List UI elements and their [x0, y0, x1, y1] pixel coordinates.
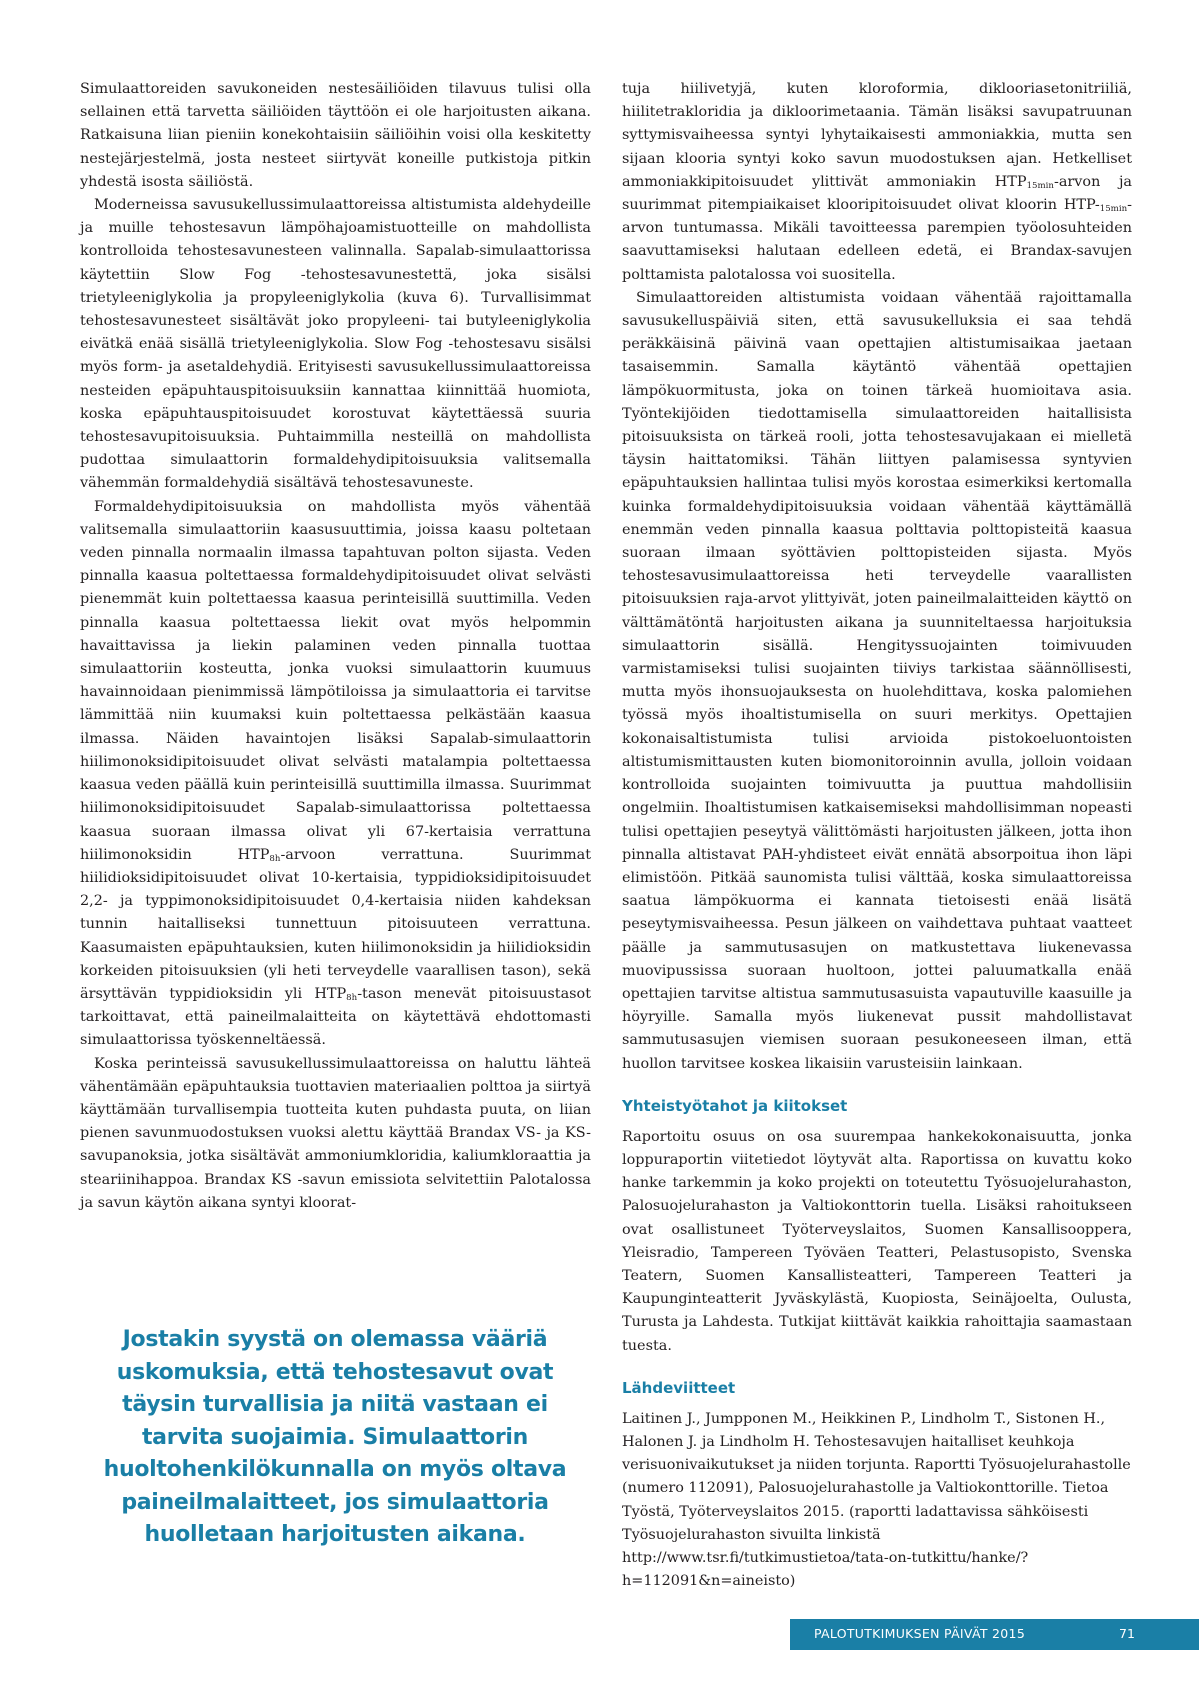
paragraph	[622, 78, 1132, 287]
section-heading-references: Lähdeviitteet	[622, 1378, 736, 1397]
right-column	[622, 78, 1132, 1593]
left-column	[80, 78, 591, 1215]
subscript: 8h	[346, 992, 358, 1003]
reference-entry: Laitinen J., Jumpponen M., Heikkinen P., Lindholm T., Sistonen H., Halonen J. ja Lindholm H. Tehostesavujen haitalliset keuhkoja verisuonivaikutukset ja niiden torjunta. Raportti Työsuojelurahastolle (numero 112091), Palosuojelurahastolle ja Valtiokonttorille. Tietoa Työstä, Työterveyslaitos 2015. (raportti ladattavissa sähköisesti Työsuojelurahaston sivuilta linkistä http://www.tsr.fi/tutkimustietoa/tata-on-tutkittu/hanke/?h=112091&n=aineisto)	[622, 1410, 1131, 1590]
paragraph-text: -arvon tuntumassa. Mikäli tavoitteessa parempien työolosuhteiden saavuttamiseksi halutaan edelleen edetä, ei Brandax-savujen polttamista palotalossa voi suositella.	[622, 197, 1132, 283]
paragraph: Simulaattoreiden altistumista voidaan vähentää rajoittamalla savusukelluspäiviä siten, että savusukelluksia ei saa tehdä peräkkäisinä päivinä vaan opettajien altistumisaikaa jaetaan tasaisemmin. Samalla käytäntö vähentää opettajien lämpökuormitusta, joka on toinen tärkeä huomioitava asia. Työntekijöiden tiedottamisella simulaattoreiden haitallisista pitoisuuksista on tärkeä rooli, jotta tehostesavujakaan ei mielletä täysin haittatomiksi. Tähän liittyen palamisessa syntyvien epäpuhtauksien hallintaa tulisi myös korostaa esimerkiksi kertomalla kuinka formaldehydipitoisuuksia voidaan vähentää käyttämällä enemmän veden pinnalla kaasua polttavia polttopisteitä kaasua suoraan ilmaan syöttävien polttopisteiden sijasta. Myös tehostesavusimulaattoreissa heti terveydelle vaarallisten pitoisuuksien raja-arvot ylittyivät, joten paineilmalaitteiden käyttö on välttämätöntä harjoitusten aikana ja suunniteltaessa harjoituksia simulaattorin sisällä. Hengityssuojainten toimivuuden varmistamiseksi tulisi suojainten tiiviys tarkistaa säännöllisesti, mutta myös ihonsuojauksesta on huolehdittava, koska palomiehen työssä myös ihoaltistumisella on suuri merkitys. Opettajien kokonaisaltistumista tulisi arvioida pistokoeluontoisten altistumismittausten kuten biomonitoroinnin avulla, jolloin voidaan kontrolloida suojainten toimivuutta ja puuttua mahdollisiin ongelmiin. Ihoaltistumisen katkaisemiseksi mahdollisimman nopeasti tulisi opettajien peseytyä välittömästi harjoitusten jälkeen, jotta ihon pinnalla altistavat PAH-yhdisteet eivät ennätä absorpoitua ihon läpi elimistöön. Pitkää saunomista tulisi välttää, koska simulaattoreissa saatua lämpökuorma ei kannata tietoisesti enää lisätä peseytymisvaiheessa. Pesun jälkeen on vaihdettava puhtaat vaatteet päälle ja sammutusasujen on matkustettava liukenevassa muovipussissa suoraan huoltoon, jottei paluumatkalla enää opettajien tarvitse altistua sammutusasuista vapautuville kaasuille ja höyryille. Samalla myös liukenevat pussit mahdollistavat sammutusasujen viemisen suoraan pesukoneeseen ilman, että huollon tarvitsee koskea likaisiin varusteisiin lainkaan.	[622, 289, 1132, 1072]
paragraph-text: -tason menevät pitoisuustasot tarkoittavat, että paineilmalaitteita on käytettävä ehdottomasti simulaattorissa työskenneltäessä.	[80, 985, 591, 1049]
footer-title: PALOTUTKIMUKSEN PÄIVÄT 2015	[814, 1626, 1026, 1641]
paragraph-text: tuja hiilivetyjä, kuten kloroformia, diklooriasetonitriiliä, hiilitetrakloridia ja dikloorimetaania. Tämän lisäksi savupatruunan syttymisvaiheessa syntyi lyhytaikaisesti ammoniakkia, mutta sen sijaan klooria syntyi koko savun muodostuksen ajan. Hetkelliset ammoniakkipitoisuudet ylittivät ammoniakin HTP	[622, 81, 1132, 190]
paragraph-text: -arvoon verrattuna. Suurimmat hiilidioksidipitoisuudet olivat 10-kertaisia, typpidioksidipitoisuudet 2,2- ja typpimonoksidipitoisuudet 0,4-kertaisia niiden kahdeksan tunnin haitalliseksi tunnettuun pitoisuuteen verrattuna. Kaasumaisten epäpuhtauksien, kuten hiilimonoksidin ja hiilidioksidin korkeiden pitoisuuksien (yli heti terveydelle vaarallisen tason), sekä ärsyttävän typpidioksidin yli HTP	[80, 846, 591, 1002]
paragraph-text: Formaldehydipitoisuuksia on mahdollista myös vähentää valitsemalla simulaattoriin kaasusuuttimia, joissa kaasu poltetaan veden pinnalla normaalin ilmassa tapahtuvan polton sijasta. Veden pinnalla kaasua poltettaessa formaldehydipitoisuudet olivat selvästi pienemmät kuin poltettaessa kaasua perinteisillä suuttimilla. Veden pinnalla kaasua poltettaessa liekit ovat myös helpommin havaittavissa ja liekin palaminen veden pinnalla tuottaa simulaattoriin kosteutta, jonka vuoksi simulaattorin kuumuus havainnoidaan pienimmissä lämpötiloissa ja simulaattoria ei tarvitse lämmittää niin kuumaksi kuin poltettaessa pelkästään kaasua ilmassa. Näiden havaintojen lisäksi Sapalab-simulaattorin hiilimonoksidipitoisuudet olivat selvästi matalampia poltettaessa kaasua veden päällä kuin perinteisillä suuttimilla ilmassa. Suurimmat hiilimonoksidipitoisuudet Sapalab-simulaattorissa poltettaessa kaasua suoraan ilmassa olivat yli 67-kertaisia verrattuna hiilimonoksidin HTP	[80, 498, 591, 863]
paragraph-thanks: Raportoitu osuus on osa suurempaa hankekokonaisuutta, jonka loppuraportin viitetiedot löytyvät alta. Raportissa on kuvattu koko hanke tarkemmin ja koko projekti on toteutettu Työsuojelurahaston, Palosuojelurahaston ja Valtiokonttorin tuella. Lisäksi rahoitukseen ovat osallistuneet Työterveyslaitos, Suomen Kansallisooppera, Yleisradio, Tampereen Työväen Teatteri, Pelastusopisto, Svenska Teatern, Suomen Kansallisteatteri, Tampereen Teatteri ja Kaupunginteatterit Jyväskylästä, Kuopiosta, Seinäjoelta, Oulusta, Turusta ja Lahdesta. Tutkijat kiittävät kaikkia rahoittajia saamastaan tuesta.	[622, 1128, 1132, 1354]
paragraph	[80, 496, 591, 1053]
pull-quote: Jostakin syystä on olemassa vääriä uskomuksia, että tehostesavut ovat täysin turvallisia ja niitä vastaan ei tarvita suojaimia. Simulaattorin huoltohenkilökunnalla on myös oltava paineilmalaitteet, jos simulaattoria huolletaan harjoitusten aikana.	[103, 1327, 567, 1547]
section-heading-thanks: Yhteistyötahot ja kiitokset	[622, 1096, 848, 1115]
paragraph: Moderneissa savusukellussimulaattoreissa altistumista aldehydeille ja muille tehostesavun lämpöhajoamistuotteille on mahdollista kontrolloida tehostesavunesteen valinnalla. Sapalab-simulaattorissa käytettiin Slow Fog -tehostesavunestettä, joka sisälsi trietyleeniglykolia ja propyleeniglykolia (kuva 6). Turvallisimmat tehostesavunesteet sisältävät joko propyleeni- tai butyleeniglykolia eivätkä enää sisällä trietyleeniglykolia. Slow Fog -tehostesavu sisälsi myös form- ja asetaldehydiä. Erityisesti savusukellussimulaattoreissa nesteiden epäpuhtauspitoisuuksiin kannattaa kiinnittää huomiota, koska epäpuhtauspitoisuudet korostuvat käytettäessä suuria tehostesavupitoisuuksia. Puhtaimmilla nesteillä on mahdollista pudottaa simulaattorin formaldehydipitoisuuksia valitsemalla vähemmän formaldehydiä sisältävä tehostesavuneste.	[80, 197, 591, 492]
page-number: 71	[1119, 1626, 1135, 1641]
subscript: 15min	[1099, 204, 1128, 215]
subscript: 8h	[269, 853, 281, 864]
subscript: 15min	[1026, 180, 1054, 191]
paragraph-text: -arvon ja suurimmat pitempiaikaiset klooripitoisuudet olivat kloorin HTP-	[622, 173, 1133, 214]
paragraph: Koska perinteissä savusukellussimulaattoreissa on haluttu lähteä vähentämään epäpuhtauksia tuottavien materiaalien polttoa ja siirtyä käyttämään turvallisempia tuotteita kuten puhdasta puuta, on liian pienen savunmuodostuksen vuoksi alettu käyttää Brandax VS- ja KS-savupanoksia, jotka sisältävät ammoniumkloridia, kaliumkloraattia ja steariinihappoa. Brandax KS -savun emissiota selvitettiin Palotalossa ja savun käytön aikana syntyi kloorat-	[80, 1055, 591, 1211]
paragraph: Simulaattoreiden savukoneiden nestesäiliöiden tilavuus tulisi olla sellainen että tarvetta säiliöiden täyttöön ei ole harjoitusten aikana. Ratkaisuna liian pieniin konekohtaisiin säiliöihin voisi olla keskitetty nestejärjestelmä, josta nesteet siirtyvät koneille putkistoja pitkin yhdestä isosta säiliöstä.	[80, 81, 591, 190]
